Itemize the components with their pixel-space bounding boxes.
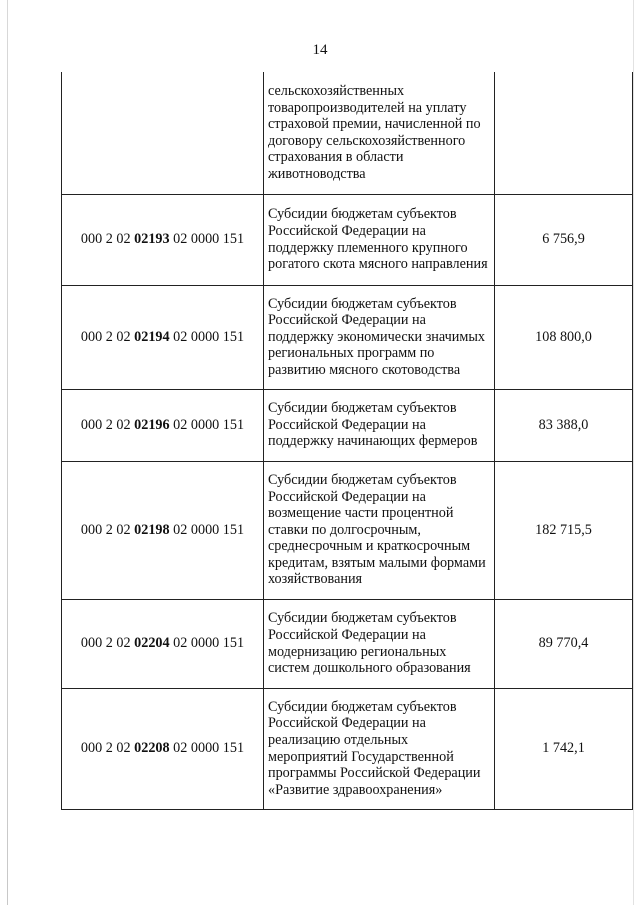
description-cell: Субсидии бюджетам субъектов Российской Федерации на реализацию отдельных мероприятий Государственной программы Российской Федерации «Развитие здравоохранения» xyxy=(264,688,495,809)
budget-code-cell xyxy=(62,688,264,809)
description-cell: Субсидии бюджетам субъектов Российской Федерации на поддержку племенного крупного рогатого скота мясного направления xyxy=(264,194,495,285)
code-prefix: 000 2 02 xyxy=(80,416,135,433)
table-row xyxy=(62,285,633,389)
table-row xyxy=(62,389,633,461)
table-row xyxy=(62,599,633,688)
code-suffix: 02 0000 151 xyxy=(169,416,245,433)
scan-edge-left xyxy=(7,0,8,905)
table-row xyxy=(62,688,633,809)
code-prefix: 000 2 02 xyxy=(80,740,135,757)
description-cell: сельскохозяйственных товаропроизводителей на уплату страховой премии, начисленной по договору сельскохозяйственного страхования в области животноводства xyxy=(264,72,495,194)
table-row xyxy=(62,72,633,194)
page-number: 14 xyxy=(312,42,328,58)
code-prefix: 000 2 02 xyxy=(80,231,135,248)
budget-code-cell xyxy=(62,599,264,688)
code-suffix: 02 0000 151 xyxy=(169,328,245,345)
code-suffix: 02 0000 151 xyxy=(169,231,245,248)
code-bold: 02208 xyxy=(134,740,170,757)
budget-code-cell xyxy=(62,285,264,389)
code-bold: 02196 xyxy=(134,416,170,433)
code-suffix: 02 0000 151 xyxy=(169,740,245,757)
budget-code-cell xyxy=(62,72,264,194)
budget-code-cell xyxy=(62,194,264,285)
amount-cell: 6 756,9 xyxy=(495,194,633,285)
amount-cell: 1 742,1 xyxy=(495,688,633,809)
table-row xyxy=(62,194,633,285)
description-cell: Субсидии бюджетам субъектов Российской Федерации на поддержку экономически значимых региональных программ по развитию мясного скотоводства xyxy=(264,285,495,389)
description-cell: Субсидии бюджетам субъектов Российской Федерации на модернизацию региональных систем дошкольного образования xyxy=(264,599,495,688)
amount-cell: 182 715,5 xyxy=(495,461,633,599)
code-bold: 02198 xyxy=(134,521,170,538)
code-suffix: 02 0000 151 xyxy=(169,635,245,652)
amount-cell xyxy=(495,72,633,194)
code-prefix: 000 2 02 xyxy=(80,328,135,345)
table-row xyxy=(62,461,633,599)
description-cell: Субсидии бюджетам субъектов Российской Федерации на поддержку начинающих фермеров xyxy=(264,389,495,461)
code-prefix: 000 2 02 xyxy=(80,635,135,652)
code-prefix: 000 2 02 xyxy=(80,521,135,538)
code-suffix: 02 0000 151 xyxy=(169,521,245,538)
budget-code-cell xyxy=(62,389,264,461)
budget-code-cell xyxy=(62,461,264,599)
amount-cell: 83 388,0 xyxy=(495,389,633,461)
code-bold: 02194 xyxy=(134,328,170,345)
code-bold: 02204 xyxy=(134,635,170,652)
scan-edge-right xyxy=(633,0,634,905)
amount-cell: 89 770,4 xyxy=(495,599,633,688)
description-cell: Субсидии бюджетам субъектов Российской Федерации на возмещение части процентной ставки по долгосрочным, среднесрочным и краткосрочным кредитам, взятым малыми формами хозяйствования xyxy=(264,461,495,599)
code-bold: 02193 xyxy=(134,231,170,248)
amount-cell: 108 800,0 xyxy=(495,285,633,389)
budget-table xyxy=(61,72,633,810)
